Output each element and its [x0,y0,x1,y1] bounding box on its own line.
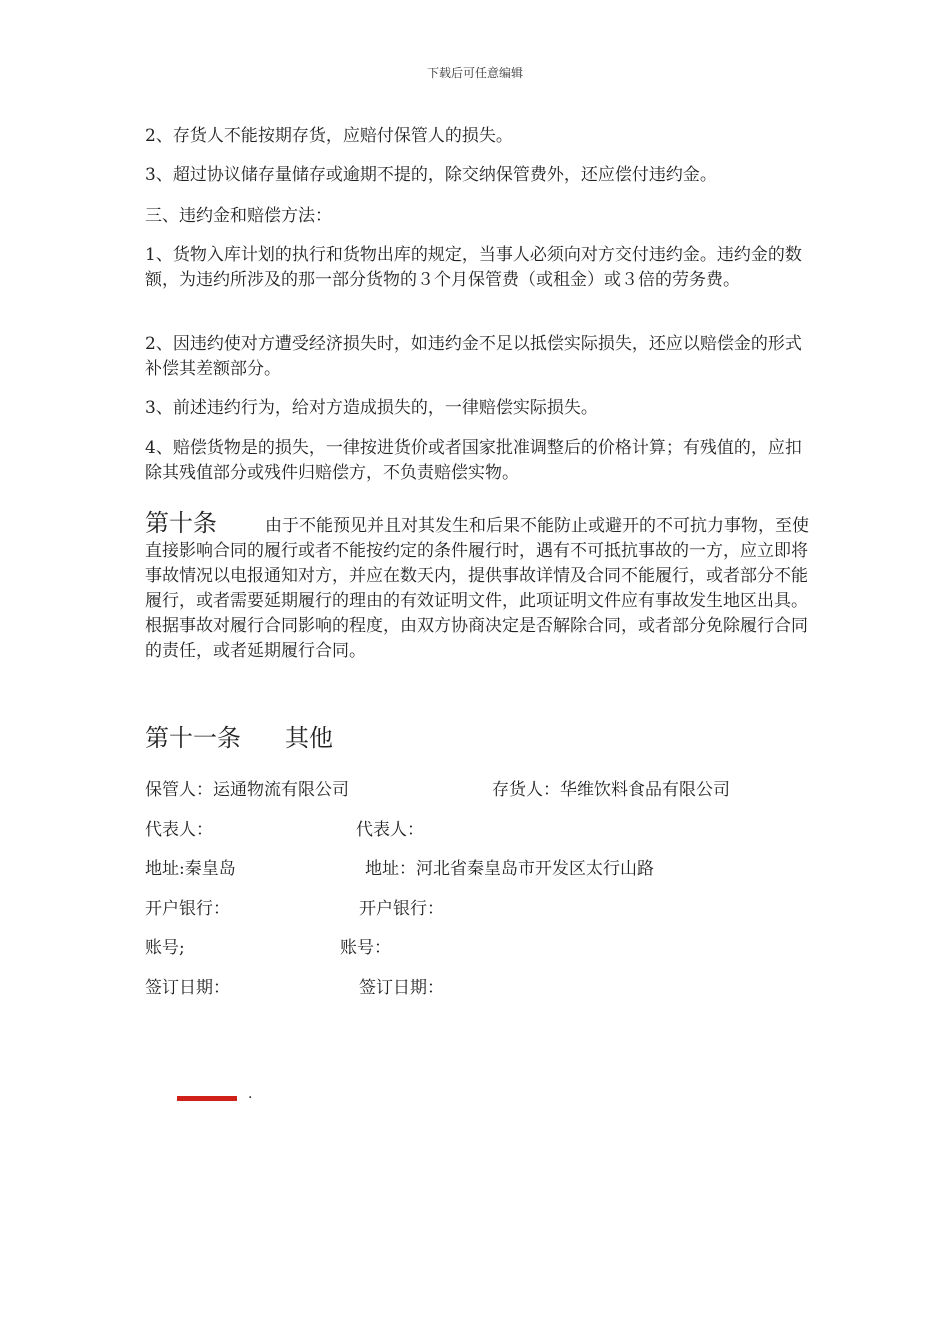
paragraph-comp-4: 4、赔偿货物是的损失，一律按进货价或者国家批准调整后的价格计算；有残值的，应扣除其残值部分或残件归赔偿方，不负责赔偿实物。 [145,438,802,483]
paragraph-penalty-3: 3、超过协议储存量储存或逾期不提的，除交纳保管费外，还应偿付违约金。 [145,165,717,185]
footer-accent-bar [177,1096,237,1101]
keeper-bank: 开户银行： [145,899,230,919]
footer-dot: . [248,1086,253,1102]
keeper-account: 账号; [145,938,185,958]
keeper-representative: 代表人： [145,820,213,840]
depositor-representative: 代表人： [356,820,424,840]
paragraph-comp-1: 1、货物入库计划的执行和货物出库的规定，当事人必须向对方交付违约金。违约金的数额，为违约所涉及的那一部分货物的３个月保管费（或租金）或３倍的劳务费。 [145,245,802,290]
depositor-address: 地址：河北省秦皇岛市开发区太行山路 [365,859,654,879]
paragraph-comp-2: 2、因违约使对方遭受经济损失时，如违约金不足以抵偿实际损失，还应以赔偿金的形式补偿其差额部分。 [145,334,802,379]
depositor-sign-date: 签订日期： [359,978,444,998]
article-10 [145,511,813,664]
depositor-account: 账号： [340,938,391,958]
keeper-address: 地址:秦皇岛 [145,859,236,879]
paragraph-comp-3: 3、前述违约行为，给对方造成损失的，一律赔偿实际损失。 [145,398,598,418]
article-11-heading: 第十一条 [145,724,241,752]
paragraph-penalty-2: 2、存货人不能按期存货，应赔付保管人的损失。 [145,126,513,146]
keeper-name: 保管人：运通物流有限公司 [145,780,349,800]
keeper-sign-date: 签订日期： [145,978,230,998]
depositor-bank: 开户银行： [359,899,444,919]
section-heading-compensation: 三、违约金和赔偿方法： [145,206,332,226]
page-header: 下载后可任意编辑 [426,66,523,80]
depositor-name: 存货人：华维饮料食品有限公司 [492,780,730,800]
article-10-text: 由于不能预见并且对其发生和后果不能防止或避开的不可抗力事物，至使直接影响合同的履行或者不能按约定的条件履行时，遇有不可抵抗事故的一方，应立即将事故情况以电报通知对方，并应在数天内，提供事故详情及合同不能履行，或者部分不能履行，或者需要延期履行的理由的有效证明文件，此项证明文件应有事故发生地区出具。根据事故对履行合同影响的程度，由双方协商决定是否解除合同，或者部分免除履行合同的责任，或者延期履行合同。 [145,516,809,661]
article-10-heading: 第十条 [145,509,217,537]
article-11-title: 其他 [285,724,333,752]
